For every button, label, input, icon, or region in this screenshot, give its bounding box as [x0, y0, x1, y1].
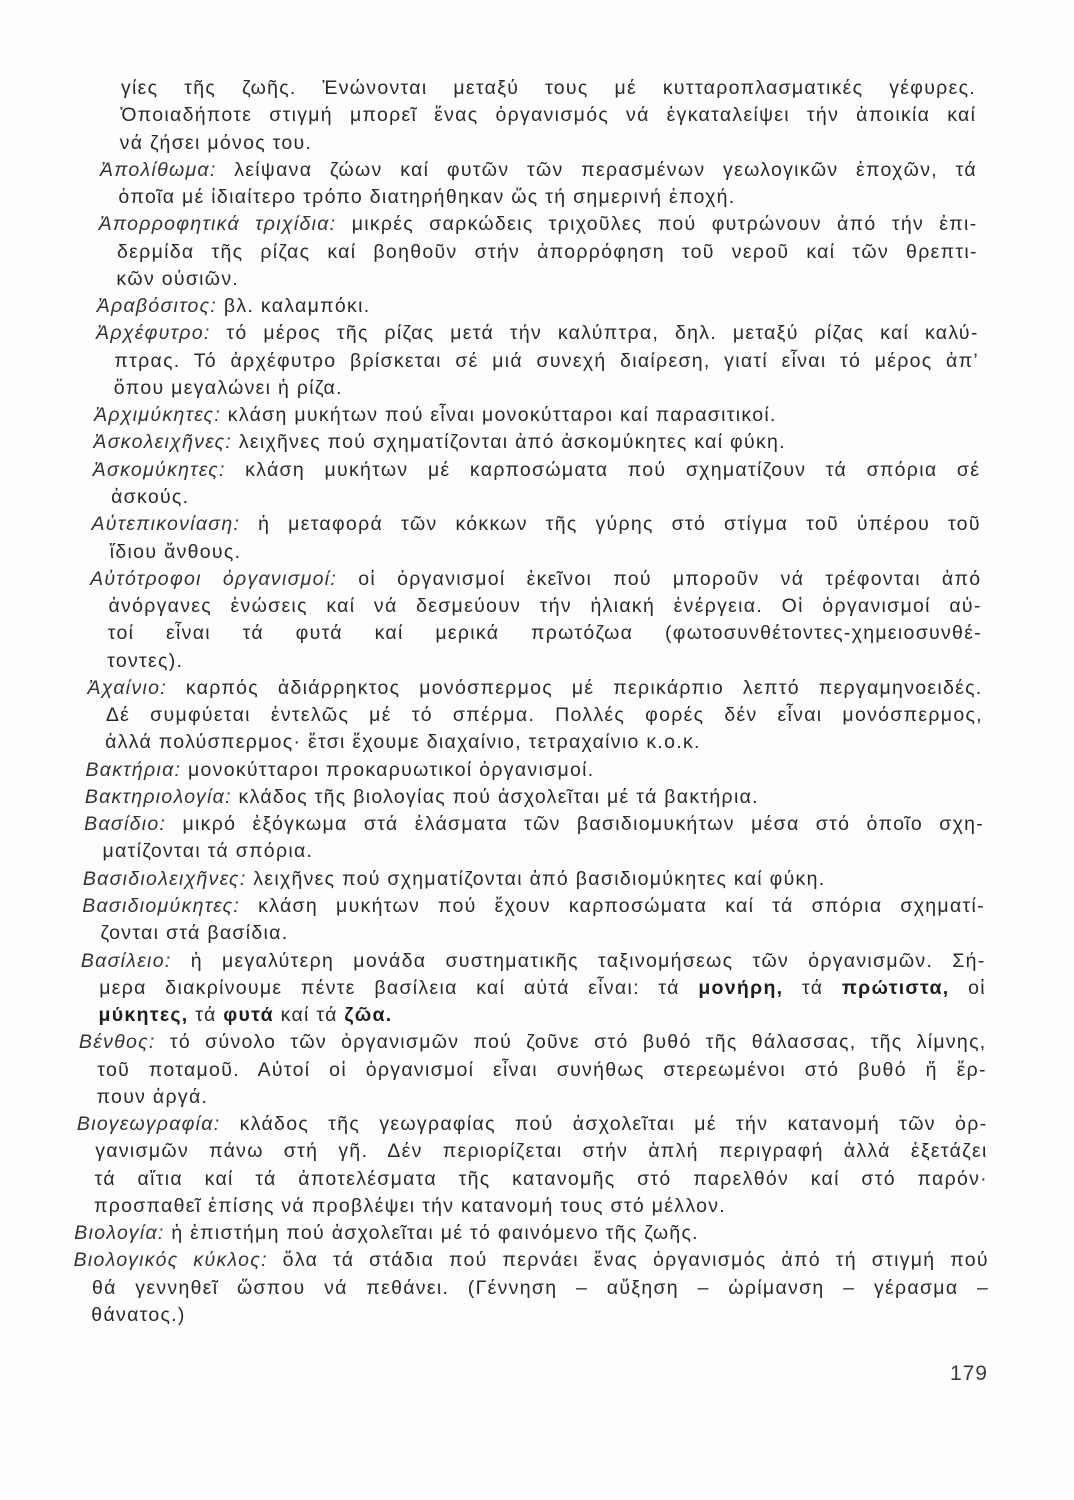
- entry-continuation-line: [107, 648, 982, 675]
- line-text: κῶν οὐσιῶν.: [116, 267, 240, 290]
- glossary-entry: [0, 757, 1074, 784]
- entry-term: Ἀχαίνιο:: [87, 676, 167, 699]
- line-text: μονοκύτταροι προκαρυωτικοί ὀργανισμοί.: [187, 758, 595, 781]
- line-text: καρπός ἀδιάρρηκτος μονόσπερμος μέ περικάρπιο λεπτό περγαμηνοειδές.: [185, 676, 983, 699]
- line-text: τά: [188, 1004, 224, 1027]
- entry-term: Βασιδιολειχῆνες:: [82, 867, 247, 890]
- line-text: ἡ μεταφορά τῶν κόκκων τῆς γύρης στό στίγμα τοῦ ὑπέρου τοῦ: [258, 513, 981, 536]
- line-text: τοί εἶναι τά φυτά καί μερικά πρωτόζωα (φωτοσυνθέτοντες-χημειοσυνθέ-: [107, 622, 982, 645]
- glossary-entry: [0, 293, 1074, 320]
- line-text: ἀσκούς.: [111, 485, 190, 508]
- glossary-entry: [0, 1029, 1074, 1111]
- entry-term: Βασίλειο:: [80, 949, 172, 972]
- entry-term: Βασιδιομύκητες:: [82, 894, 241, 917]
- line-text: τοῦ ποταμοῦ. Αὐτοί οἱ ὀργανισμοί εἶναι συνήθως στερεωμένοι στό βυθό ἤ ἕρ-: [97, 1058, 987, 1081]
- line-text: οἱ: [949, 976, 986, 999]
- glossary-entry: [0, 1220, 1074, 1247]
- line-text: κλάση μυκήτων πού εἶναι μονοκύτταροι καί παρασιτικοί.: [227, 404, 777, 427]
- entry-first-line: [90, 566, 981, 593]
- glossary-entry: [0, 866, 1074, 893]
- entry-term: Αὐτότροφοι ὀργανισμοί:: [90, 567, 338, 590]
- line-text: ἀνόργανες ἑνώσεις καί νά δεσμεύουν τήν ἡλιακή ἐνέργεια. Οἱ ὀργανισμοί αὐ-: [108, 595, 982, 618]
- entry-continuation-line: [114, 375, 980, 402]
- line-text: ἴδιου ἄνθους.: [109, 540, 242, 563]
- glossary-entry: [0, 211, 1074, 293]
- line-text: μερα διακρίνουμε πέντε βασίλεια καί αὐτά εἶναι: τά: [99, 976, 699, 999]
- entry-first-line: [79, 1029, 987, 1056]
- entry-first-line: [81, 948, 986, 975]
- glossary-entry: [0, 511, 1074, 566]
- line-text: πουν ἀργά.: [96, 1085, 209, 1108]
- glossary-entry: [0, 320, 1074, 402]
- entry-term: Βιολογία:: [74, 1222, 165, 1245]
- entry-first-line: [97, 293, 979, 320]
- entry-continuation-line: [103, 838, 985, 865]
- entry-first-line: [91, 511, 980, 538]
- entry-continuation-line: [118, 184, 977, 211]
- entry-continuation-line: [117, 239, 978, 266]
- line-text: πτρας. Τό ἀρχέφυτρο βρίσκεται σέ μιά συνεχή διαίρεση, γιατί εἶναι τό μέρος ἀπ’: [114, 349, 979, 372]
- glossary-entry: [0, 429, 1074, 456]
- line-text: κλάση μυκήτων πού ἔχουν καρποσώματα καί τά σπόρια σχηματί-: [258, 894, 985, 917]
- entry-continuation-line: [106, 702, 983, 729]
- glossary-entry: [0, 402, 1074, 429]
- bold-kingdom-name: ζῶα.: [344, 1004, 393, 1027]
- entry-continuation-line: [94, 1193, 988, 1220]
- line-text: νά ζήσει μόνος του.: [119, 131, 313, 154]
- entry-term: Αὐτεπικονίαση:: [91, 513, 241, 536]
- glossary-entry: [0, 457, 1074, 512]
- line-text: ὁποῖα μέ ἰδιαίτερο τρόπο διατηρήθηκαν ὥς τή σημερινή ἐποχή.: [118, 186, 736, 209]
- entry-first-line: [100, 157, 977, 184]
- line-text: τά αἴτια καί τά ἀποτελέσματα τῆς κατανομῆς στό παρελθόν καί στό παρόν·: [94, 1167, 988, 1190]
- entry-continuation-line: [95, 1166, 988, 1193]
- entry-first-line: [74, 1247, 989, 1274]
- line-text: τό μέρος τῆς ρίζας μετά τήν καλύπτρα, δηλ. μεταξύ ρίζας καί καλύ-: [226, 322, 979, 345]
- entry-continuation-line: [92, 1275, 989, 1302]
- entry-continuation-line: [91, 1302, 989, 1329]
- entry-continuation-line: [111, 484, 980, 511]
- line-text: τοντες).: [107, 649, 184, 672]
- bold-kingdom-name: μύκητες,: [98, 1004, 189, 1027]
- line-text: ἡ μεγαλύτερη μονάδα συστηματικῆς ταξινομήσεως τῶν ὀργανισμῶν. Σή-: [190, 949, 986, 972]
- glossary-entry: [0, 157, 1074, 212]
- entry-first-line: [77, 1111, 987, 1138]
- bold-kingdom-name: μονήρη,: [698, 976, 784, 999]
- line-text: ὅπου μεγαλώνει ἡ ρίζα.: [113, 376, 343, 399]
- entry-first-line: [94, 402, 980, 429]
- entry-first-line: [87, 675, 982, 702]
- bold-kingdom-name: φυτά: [223, 1004, 274, 1027]
- entry-first-line: [83, 866, 985, 893]
- line-text: δερμίδα τῆς ρίζας καί βοηθοῦν στήν ἀπορρόφηση τοῦ νεροῦ καί τῶν θρεπτι-: [117, 240, 978, 263]
- entry-continuation-line: [101, 920, 986, 947]
- entry-first-line: [86, 757, 984, 784]
- line-text: τά: [783, 976, 842, 999]
- entry-first-line: [96, 320, 979, 347]
- entry-continuation-line: [108, 620, 982, 647]
- line-text: ἀλλά πολύσπερμος· ἔτσι ἔχουμε διαχαίνιο, τετραχαίνιο κ.ο.κ.: [105, 731, 701, 754]
- entry-first-line: [93, 457, 980, 484]
- glossary-entry: [0, 1111, 1074, 1220]
- entry-term: Βιολογικός κύκλος:: [73, 1249, 268, 1272]
- entry-first-line: [82, 893, 985, 920]
- line-text: θά γεννηθεῖ ὥσπου νά πεθάνει. (Γέννηση – αὔξηση – ὡρίμανση – γέρασμα –: [91, 1276, 990, 1299]
- entry-continuation-line: [120, 102, 976, 129]
- line-text: ὅλα τά στάδια πού περνάει ἕνας ὀργανισμός ἀπό τή στιγμή πού: [282, 1249, 989, 1272]
- glossary-entry: [0, 75, 1074, 157]
- entry-first-line: [84, 811, 984, 838]
- line-text: Δέ συμφύεται ἐντελῶς μέ τό σπέρμα. Πολλές φορές δέν εἶναι μονόσπερμος,: [105, 704, 983, 727]
- line-text: καί τά: [273, 1004, 345, 1027]
- line-text: θάνατος.): [91, 1303, 186, 1326]
- entry-first-line: [85, 784, 984, 811]
- entry-continuation-line: [97, 1084, 988, 1111]
- entry-term: Ἀπορροφητικά τριχίδια:: [98, 213, 337, 236]
- line-text: προσπαθεῖ ἐπίσης νά προβλέψει τήν κατανομή τους στό μέλλον.: [93, 1194, 727, 1217]
- glossary-entry: [0, 566, 1074, 675]
- line-text: κλάδος τῆς βιολογίας πού ἀσχολεῖται μέ τά βακτήρια.: [238, 785, 759, 808]
- line-text: γίες τῆς ζωῆς. Ἑνώνονται μεταξύ τους μέ κυτταροπλασματικές γέφυρες.: [121, 77, 976, 99]
- entry-term: Βακτηριολογία:: [84, 785, 232, 808]
- entry-continuation-line: [120, 130, 977, 157]
- glossary-entry: [0, 948, 1074, 1030]
- glossary-entry: [0, 675, 1074, 757]
- line-text: κλάδος τῆς γεωγραφίας πού ἀσχολεῖται μέ τήν κατανομή τῶν ὀρ-: [239, 1113, 988, 1136]
- entry-term: Βένθος:: [78, 1031, 156, 1054]
- line-text: τό σύνολο τῶν ὀργανισμῶν πού ζοῦνε στό βυθό τῆς θάλασσας, τῆς λίμνης,: [169, 1031, 987, 1054]
- line-text: Ὁποιαδήποτε στιγμή μπορεῖ ἕνας ὀργανισμός νά ἐγκαταλείψει τήν ἀποικία καί: [120, 104, 977, 127]
- entry-term: Ἀρχέφυτρο:: [96, 322, 211, 345]
- bold-kingdom-name: πρώτιστα,: [841, 976, 950, 999]
- entry-continuation-line: [97, 1057, 987, 1084]
- entry-continuation-line: [95, 1138, 987, 1165]
- entry-continuation-line: [99, 975, 986, 1002]
- line-text: λειχῆνες πού σχηματίζονται ἀπό βασιδιομύκητες καί φύκη.: [253, 867, 826, 890]
- line-text: μικρές σαρκώδεις τριχοῦλες πού φυτρώνουν ἀπό τήν ἐπι-: [351, 213, 978, 236]
- glossary-entry: [0, 893, 1074, 948]
- entry-first-line: [93, 429, 979, 456]
- line-text: κλάση μυκήτων μέ καρποσώματα πού σχηματίζουν τά σπόρια σέ: [245, 458, 981, 481]
- line-text: ματίζονται τά σπόρια.: [102, 840, 314, 863]
- entry-first-line: [74, 1220, 988, 1247]
- entry-continuation-line: [114, 348, 979, 375]
- entry-term: Ἀσκολειχῆνες:: [93, 431, 233, 454]
- entry-term: Ἀραβόσιτος:: [96, 295, 218, 318]
- entry-continuation-line: [116, 266, 978, 293]
- page-number: 179: [949, 1362, 988, 1385]
- entry-term: Βασίδιο:: [84, 813, 167, 836]
- entry-term: Ἀπολίθωμα:: [100, 158, 217, 181]
- entry-term: Βακτήρια:: [85, 758, 182, 781]
- line-text: λειχῆνες πού σχηματίζονται ἀπό ἀσκομύκητες καί φύκη.: [238, 431, 786, 454]
- entry-continuation-line: [99, 1002, 987, 1029]
- glossary-entry: [0, 1247, 1074, 1329]
- line-text: οἱ ὀργανισμοί ἐκεῖνοι πού μποροῦν νά τρέφονται ἀπό: [358, 567, 982, 590]
- line-text: ζονται στά βασίδια.: [100, 922, 289, 945]
- entry-continuation-line: [105, 729, 983, 756]
- line-text: μικρό ἐξόγκωμα στά ἐλάσματα τῶν βασιδιομυκήτων μέσα στό ὁποῖο σχη-: [182, 813, 985, 836]
- entry-continuation-line: [121, 75, 976, 102]
- glossary-entry: [0, 811, 1074, 866]
- glossary-entry: [0, 784, 1074, 811]
- line-text: ἡ ἐπιστήμη πού ἀσχολεῖται μέ τό φαινόμενο τῆς ζωῆς.: [171, 1222, 699, 1245]
- entry-term: Ἀρχιμύκητες:: [94, 404, 222, 427]
- glossary-body: [0, 75, 1074, 1329]
- line-text: λείψανα ζώων καί φυτῶν τῶν περασμένων γεωλογικῶν ἐποχῶν, τά: [234, 158, 977, 181]
- entry-term: Βιογεωγραφία:: [76, 1113, 221, 1136]
- entry-continuation-line: [110, 539, 981, 566]
- line-text: γανισμῶν πάνω στή γῆ. Δέν περιορίζεται στήν ἁπλή περιγραφή ἀλλά ἐξετάζει: [95, 1140, 988, 1163]
- line-text: βλ. καλαμπόκι.: [223, 295, 371, 318]
- entry-first-line: [99, 211, 978, 238]
- entry-continuation-line: [108, 593, 981, 620]
- entry-term: Ἀσκομύκητες:: [92, 458, 226, 481]
